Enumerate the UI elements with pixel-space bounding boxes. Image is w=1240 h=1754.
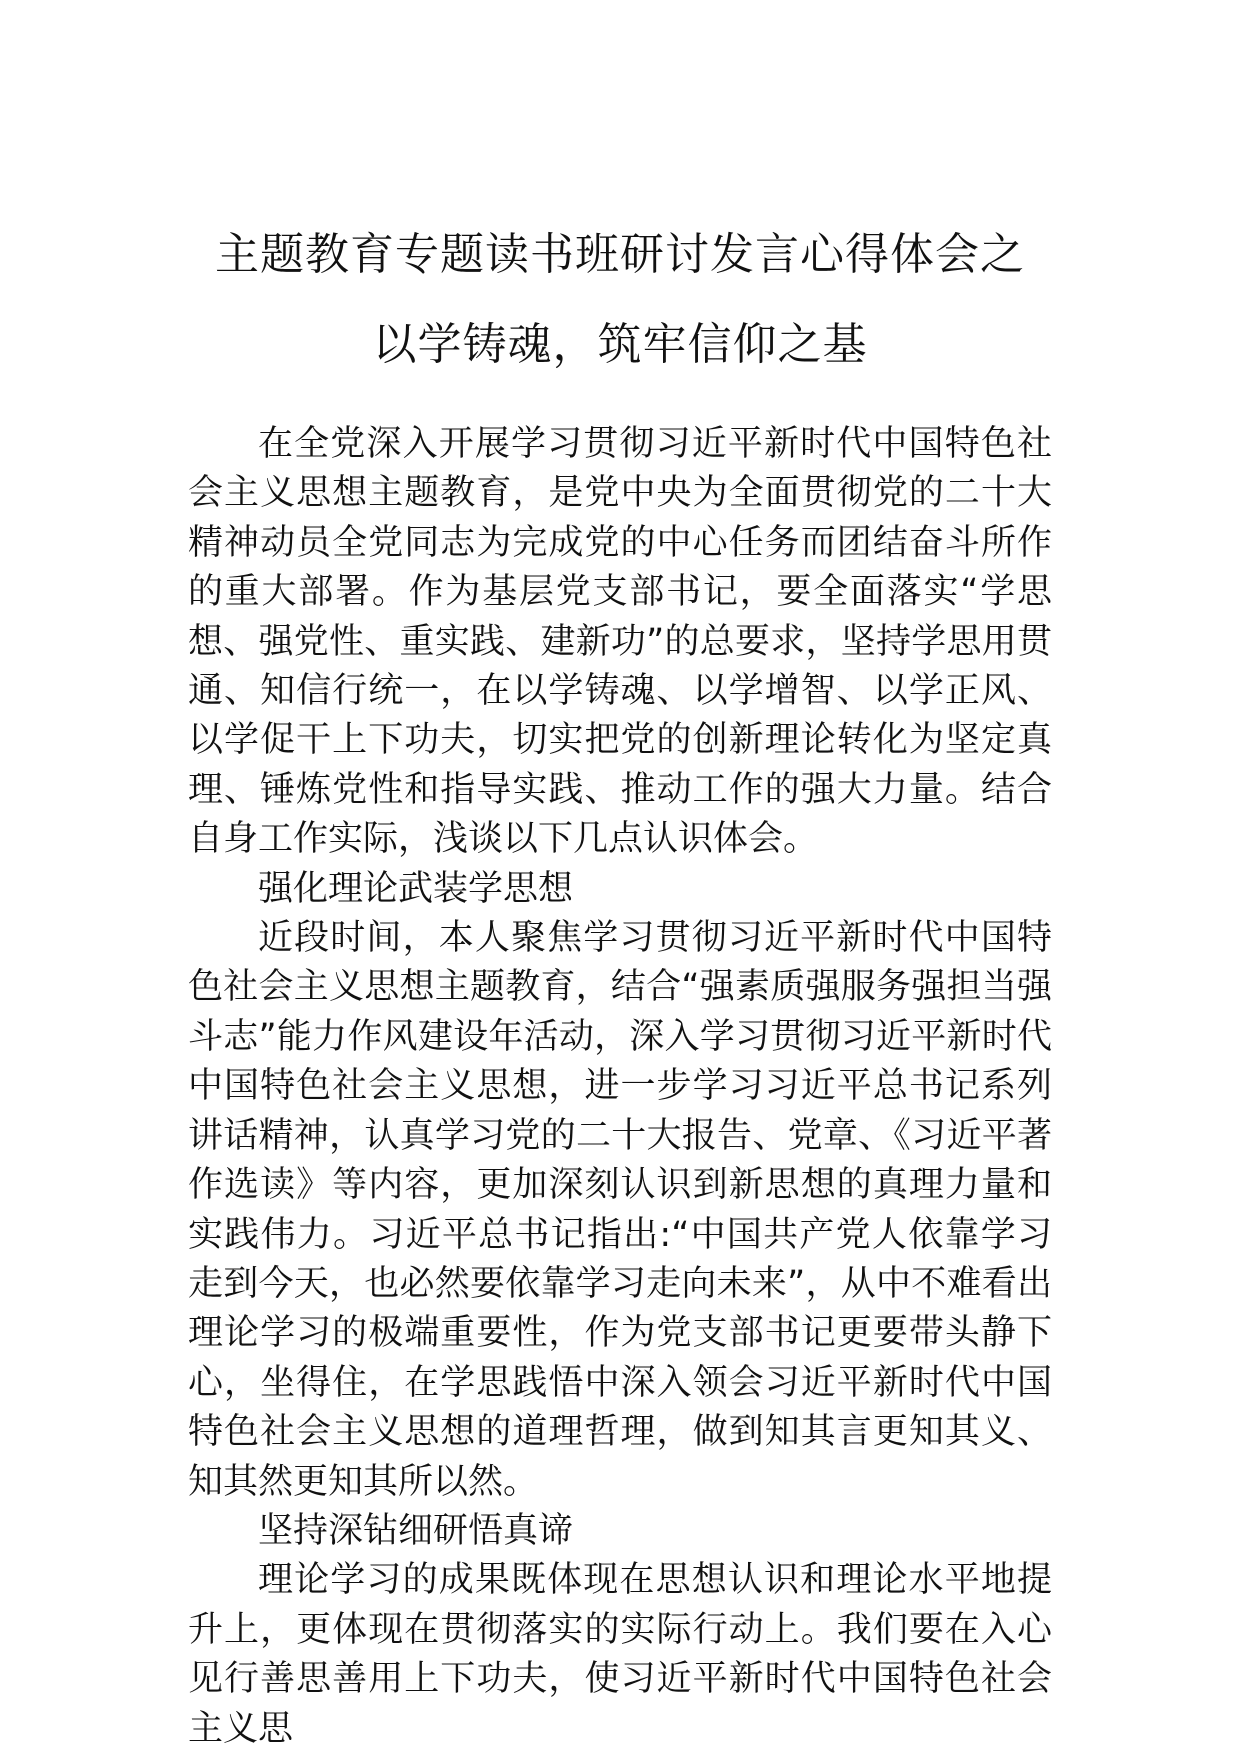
title-line-2: 以学铸魂，筑牢信仰之基 [372,319,868,370]
document-body [188,420,1052,1754]
intro-paragraph: 在全党深入开展学习贯彻习近平新时代中国特色社会主义思想主题教育，是党中央为全面贯彻党的二十大精神动员全党同志为完成党的中心任务而团结奋斗所作的重大部署。作为基层党支部书记，要全面落实“学思想、强党性、重实践、建新功”的总要求，坚持学思用贯通、知信行统一，在以学铸魂、以学增智、以学正风、以学促干上下功夫，切实把党的创新理论转化为坚定真理、锤炼党性和指导实践、推动工作的强大力量。结合自身工作实际，浅谈以下几点认识体会。 [188,424,1052,860]
section-heading-2: 坚持深钻细研悟真谛 [258,1510,574,1551]
title-line-1: 主题教育专题读书班研讨发言心得体会之 [215,229,1025,280]
section-2-paragraph: 理论学习的成果既体现在思想认识和理论水平地提升上，更体现在贯彻落实的实际行动上。我们要在入心见行善思善用上下功夫，使习近平新时代中国特色社会主义思 [188,1560,1052,1749]
section-1-paragraph: 近段时间，本人聚焦学习贯彻习近平新时代中国特色社会主义思想主题教育，结合“强素质强服务强担当强斗志”能力作风建设年活动，深入学习贯彻习近平新时代中国特色社会主义思想，进一步学习习近平总书记系列讲话精神，认真学习党的二十大报告、党章、《习近平著作选读》等内容，更加深刻认识到新思想的真理力量和实践伟力。习近平总书记指出:“中国共产党人依靠学习走到今天，也必然要依靠学习走向未来”，从中不难看出理论学习的极端重要性，作为党支部书记更要带头静下心，坐得住，在学思践悟中深入领会习近平新时代中国特色社会主义思想的道理哲理，做到知其言更知其义、知其然更知其所以然。 [188,918,1052,1502]
section-heading-1: 强化理论武装学思想 [258,868,574,909]
document-title [150,210,1090,390]
